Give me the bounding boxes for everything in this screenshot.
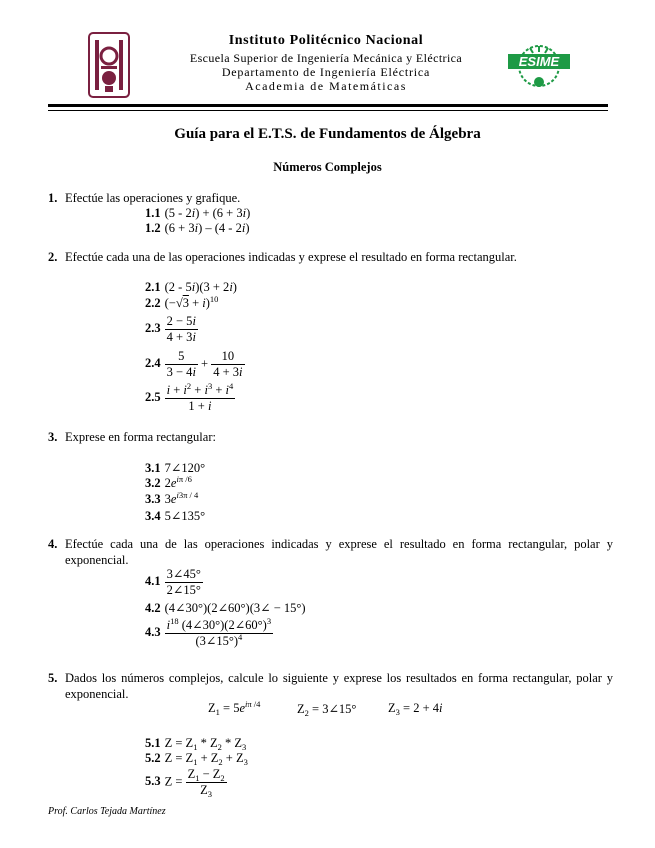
item-label: 1.1 xyxy=(145,206,161,220)
item-label: 3.1 xyxy=(145,461,161,475)
department-name: Departamento de Ingeniería Eléctrica xyxy=(221,65,431,79)
item-label: 2.5 xyxy=(145,390,161,405)
question-text: Exprese en forma rectangular: xyxy=(65,430,216,444)
item-label: 2.1 xyxy=(145,280,161,294)
academy-name: Academia de Matemáticas xyxy=(245,79,407,93)
header-rule-thick xyxy=(48,104,608,107)
question-4 xyxy=(48,537,613,568)
question-2 xyxy=(48,250,613,266)
item-5-3: 5.3 Z = $\frac{Z_1 - Z_2}{Z_3}$ xyxy=(145,767,225,799)
footer-author: Prof. Carlos Tejada Martínez xyxy=(48,806,166,817)
item-label: 5.2 xyxy=(145,751,161,765)
item-3-3: 3.3 $3e^{i3\pi / 4}$ xyxy=(145,490,199,506)
item-label: 2.3 xyxy=(145,321,161,336)
item-2-1: 2.1 (2 - 5i)(3 + 2i) xyxy=(145,280,237,294)
item-label: 3.3 xyxy=(145,492,161,506)
item-label: 3.4 xyxy=(145,509,161,523)
question-1 xyxy=(48,191,613,207)
school-name: Escuela Superior de Ingeniería Mecánica y Eléctrica xyxy=(189,51,463,65)
item-5-1: 5.1 $Z = Z_1 * Z_2 * Z_3$ xyxy=(145,736,247,752)
question-number: 2. xyxy=(48,250,58,264)
given-z1: $Z_1 = 5e^{i\pi /4}$ xyxy=(208,699,261,717)
item-1-1: 1.1 (5 - 2i) + (6 + 3i) xyxy=(145,206,251,220)
item-label: 5.3 xyxy=(145,774,161,789)
item-label: 4.1 xyxy=(145,574,161,589)
item-3-1: 3.1 7∠120° xyxy=(145,461,206,475)
item-label: 5.1 xyxy=(145,736,161,750)
item-3-2: 3.2 $2e^{i\pi /6}$ xyxy=(145,474,192,490)
item-2-4: 2.4 $\frac{5}{3 - 4i}$ + $\frac{10}{4 + 3i}$ xyxy=(145,349,243,379)
item-label: 4.3 xyxy=(145,625,161,640)
item-2-3: 2.3 $\frac{2 - 5i}{4 + 3i}$ xyxy=(145,314,196,344)
item-3-4: 3.4 5∠135° xyxy=(145,509,206,523)
esime-logo-text: ESIME xyxy=(518,54,560,69)
question-text: Efectúe cada una de las operaciones indicadas y exprese el resultado en forma rectangular, polar y exponencial. xyxy=(65,537,613,567)
question-3 xyxy=(48,430,613,446)
item-4-3: 4.3 $\frac{i^{18} (4\angle 30^\circ)(2\angle 60^\circ)^3}{(3\angle 15^\circ)^4}$ xyxy=(145,616,272,648)
page-title: Guía para el E.T.S. de Fundamentos de Álgebra xyxy=(174,126,481,142)
question-text: Dados los números complejos, calcule lo siguiente y exprese los resultados en forma rectangular, polar y exponencial. xyxy=(65,671,613,701)
item-label: 1.2 xyxy=(145,221,161,235)
item-4-1: 4.1 $\frac{3\angle 45^\circ}{2\angle 15^\circ}$ xyxy=(145,567,201,597)
item-5-2: 5.2 $Z = Z_1 + Z_2 + Z_3$ xyxy=(145,751,248,767)
esime-logo xyxy=(508,38,570,94)
ipn-logo xyxy=(88,32,130,98)
given-z3: $Z_3 = 2 + 4i$ xyxy=(388,701,443,717)
item-label: 4.2 xyxy=(145,601,161,615)
page-subtitle: Números Complejos xyxy=(273,160,382,174)
item-label: 2.2 xyxy=(145,296,161,310)
given-z2: $Z_2$ = 3∠15° xyxy=(297,702,357,718)
item-label: 3.2 xyxy=(145,476,161,490)
institution-name: Instituto Politécnico Nacional xyxy=(228,33,424,48)
item-4-2: 4.2 (4∠30°)(2∠60°)(3∠ − 15°) xyxy=(145,601,306,615)
question-number: 5. xyxy=(48,671,58,685)
question-text: Efectúe las operaciones y grafique. xyxy=(65,191,241,205)
header-rule-thin xyxy=(48,110,608,111)
item-1-2: 1.2 (6 + 3i) – (4 - 2i) xyxy=(145,221,250,235)
question-text: Efectúe cada una de las operaciones indicadas y exprese el resultado en forma rectangular. xyxy=(65,250,517,264)
question-5 xyxy=(48,671,613,702)
question-number: 3. xyxy=(48,430,58,444)
item-label: 2.4 xyxy=(145,356,161,371)
item-2-5: 2.5 $\frac{i + i^2 + i^3 + i^4}{1 + i}$ xyxy=(145,381,234,413)
question-number: 1. xyxy=(48,191,58,205)
item-2-2: 2.2 $(-√3 + i)^{10}$ xyxy=(145,294,219,310)
question-number: 4. xyxy=(48,537,58,551)
